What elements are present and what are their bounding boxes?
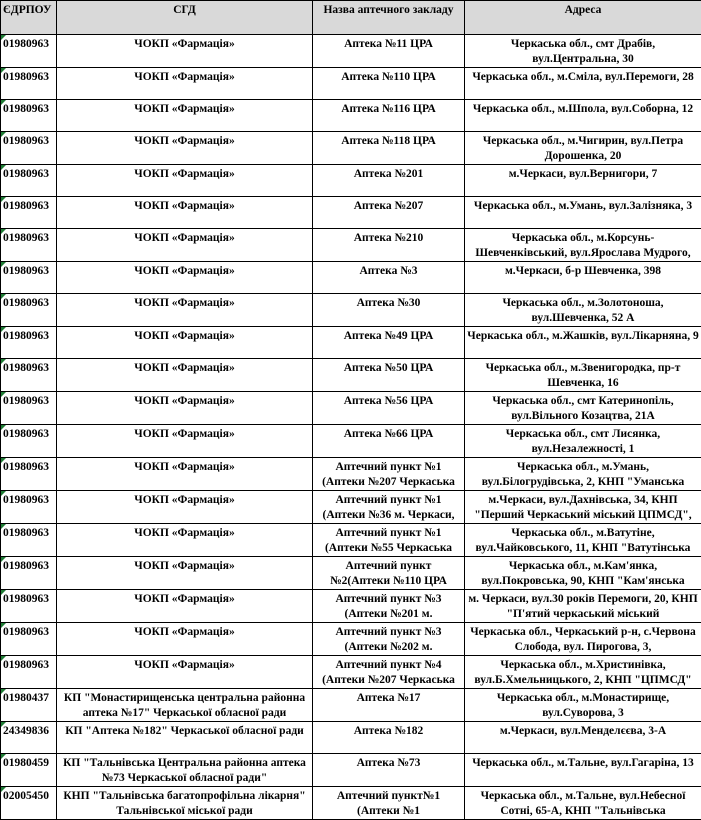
pharmacy-name-cell <box>313 35 465 68</box>
pharmacy-name-cell-text: Аптека №207 <box>315 197 462 214</box>
address-cell-text: Черкаська обл., м.Жашків, вул.Лікарняна, 9 <box>467 327 699 344</box>
address-cell-text: Черкаська обл., м.Золотоноша, вул.Шевченка, 52 А <box>467 294 699 326</box>
sgd-cell-text: ЧОКП «Фармація» <box>59 359 310 376</box>
address-cell-text: м.Черкаси, вул.Дахнівська, 34, КНП "Перший Черкаський міський ЦПМСД", <box>467 491 699 523</box>
sgd-cell-text: ЧОКП «Фармація» <box>59 656 310 673</box>
edrpou-cell-text: 01980963 <box>3 458 54 475</box>
edrpou-cell-text: 01980963 <box>3 197 54 214</box>
sgd-cell-text: ЧОКП «Фармація» <box>59 425 310 442</box>
address-cell <box>465 623 701 656</box>
sgd-cell-text: ЧОКП «Фармація» <box>59 197 310 214</box>
table-row <box>1 656 701 689</box>
edrpou-cell-text: 01980963 <box>3 165 54 182</box>
table-row <box>1 359 701 392</box>
pharmacy-name-cell <box>313 100 465 132</box>
pharmacy-name-cell-text: Аптека №49 ЦРА <box>315 327 462 344</box>
edrpou-cell-text: 01980963 <box>3 656 54 673</box>
edrpou-cell <box>1 359 57 392</box>
pharmacy-name-cell-text: Аптечний пункт №1 (Аптеки №207 Черкаська <box>315 458 462 490</box>
pharmacy-name-cell <box>313 132 465 165</box>
address-cell-text: Черкаська обл., м.Звенигородка, пр-т Шевченка, 16 <box>467 359 699 391</box>
address-cell <box>465 590 701 623</box>
edrpou-cell <box>1 229 57 262</box>
sgd-cell-text: ЧОКП «Фармація» <box>59 68 310 85</box>
edrpou-cell-text: 01980963 <box>3 229 54 246</box>
table-row <box>1 100 701 132</box>
sgd-cell <box>57 35 313 68</box>
pharmacy-name-cell-text: Аптека №73 <box>315 754 462 771</box>
table-row <box>1 132 701 165</box>
address-cell <box>465 229 701 262</box>
edrpou-cell <box>1 491 57 524</box>
pharmacy-name-cell-text: Аптека №110 ЦРА <box>315 68 462 85</box>
pharmacy-name-cell <box>313 754 465 787</box>
pharmacy-name-cell-text: Аптека №118 ЦРА <box>315 132 462 149</box>
sgd-cell <box>57 68 313 100</box>
edrpou-cell <box>1 557 57 590</box>
address-cell-text: м.Черкаси, вул.Менделєєва, 3-А <box>467 722 699 739</box>
sgd-cell <box>57 229 313 262</box>
table-row <box>1 262 701 294</box>
address-cell <box>465 132 701 165</box>
edrpou-cell <box>1 327 57 359</box>
sgd-cell <box>57 425 313 458</box>
edrpou-cell-text: 01980459 <box>3 754 54 771</box>
header-sgd: СГД <box>57 1 313 35</box>
sgd-cell <box>57 491 313 524</box>
table-row <box>1 165 701 197</box>
pharmacy-name-cell <box>313 557 465 590</box>
address-cell <box>465 165 701 197</box>
edrpou-cell <box>1 689 57 722</box>
sgd-cell <box>57 524 313 557</box>
pharmacy-name-cell <box>313 722 465 754</box>
address-cell-text: Черкаська обл., м.Чигирин, вул.Петра Дорошенка, 20 <box>467 132 699 164</box>
edrpou-cell-text: 01980963 <box>3 623 54 640</box>
sgd-cell-text: ЧОКП «Фармація» <box>59 491 310 508</box>
edrpou-cell <box>1 35 57 68</box>
sgd-cell <box>57 623 313 656</box>
sgd-cell-text: ЧОКП «Фармація» <box>59 165 310 182</box>
sgd-cell <box>57 262 313 294</box>
address-cell-text: Черкаська обл., м.Сміла, вул.Перемоги, 28 <box>467 68 699 85</box>
edrpou-cell-text: 01980963 <box>3 590 54 607</box>
table-row <box>1 623 701 656</box>
header-address: Адреса <box>465 1 701 35</box>
sgd-cell-text: ЧОКП «Фармація» <box>59 229 310 246</box>
pharmacy-name-cell-text: Аптека №66 ЦРА <box>315 425 462 442</box>
address-cell <box>465 425 701 458</box>
sgd-cell-text: ЧОКП «Фармація» <box>59 623 310 640</box>
pharmacy-name-cell <box>313 229 465 262</box>
sgd-cell-text: КП "Монастирищенська центральна районна аптека №17" Черкаської обласної ради <box>59 689 310 721</box>
address-cell-text: Черкаська обл., м.Тальне, вул.Гагаріна, 13 <box>467 754 699 771</box>
edrpou-cell <box>1 197 57 229</box>
address-cell <box>465 294 701 327</box>
pharmacy-name-cell <box>313 197 465 229</box>
pharmacy-name-cell-text: Аптека №56 ЦРА <box>315 392 462 409</box>
sgd-cell <box>57 689 313 722</box>
edrpou-cell <box>1 754 57 787</box>
table-row <box>1 229 701 262</box>
pharmacy-name-cell-text: Аптечний пункт №2(Аптеки №110 ЦРА <box>315 557 462 589</box>
pharmacy-name-cell-text: Аптека №17 <box>315 689 462 706</box>
sgd-cell-text: ЧОКП «Фармація» <box>59 458 310 475</box>
edrpou-cell-text: 01980963 <box>3 132 54 149</box>
address-cell <box>465 491 701 524</box>
sgd-cell <box>57 294 313 327</box>
sgd-cell <box>57 165 313 197</box>
address-cell-text: Черкаська обл., смт Лисянка, вул.Незалежності, 1 <box>467 425 699 457</box>
edrpou-cell <box>1 392 57 425</box>
edrpou-cell <box>1 262 57 294</box>
table-row <box>1 458 701 491</box>
pharmacy-name-cell <box>313 524 465 557</box>
sgd-cell <box>57 458 313 491</box>
address-cell <box>465 722 701 754</box>
pharmacy-name-cell-text: Аптечний пункт №3 (Аптеки №201 м. <box>315 590 462 622</box>
edrpou-cell <box>1 294 57 327</box>
address-cell <box>465 100 701 132</box>
sgd-cell <box>57 656 313 689</box>
pharmacy-name-cell-text: Аптечний пункт №4 (Аптеки №207 Черкаська <box>315 656 462 688</box>
pharmacy-name-cell-text: Аптека №210 <box>315 229 462 246</box>
address-cell <box>465 262 701 294</box>
sgd-cell <box>57 327 313 359</box>
address-cell-text: Черкаська обл., смт Катеринопіль, вул.Вільного Козацтва, 21А <box>467 392 699 424</box>
sgd-cell-text: ЧОКП «Фармація» <box>59 294 310 311</box>
pharmacy-name-cell-text: Аптечний пункт №1 (Аптеки №55 Черкаська <box>315 524 462 556</box>
table-header <box>1 1 701 35</box>
sgd-cell-text: ЧОКП «Фармація» <box>59 327 310 344</box>
table-row <box>1 787 701 820</box>
sgd-cell-text: ЧОКП «Фармація» <box>59 524 310 541</box>
pharmacy-name-cell-text: Аптека №3 <box>315 262 462 279</box>
header-edrpou: ЄДРПОУ <box>1 1 57 35</box>
table-row <box>1 689 701 722</box>
address-cell <box>465 327 701 359</box>
edrpou-cell-text: 01980437 <box>3 689 54 706</box>
pharmacy-name-cell-text: Аптека №50 ЦРА <box>315 359 462 376</box>
pharmacy-name-cell <box>313 392 465 425</box>
address-cell <box>465 689 701 722</box>
sgd-cell <box>57 359 313 392</box>
edrpou-cell-text: 01980963 <box>3 425 54 442</box>
sgd-cell <box>57 132 313 165</box>
edrpou-cell-text: 01980963 <box>3 524 54 541</box>
edrpou-cell-text: 01980963 <box>3 100 54 117</box>
edrpou-cell-text: 01980963 <box>3 35 54 52</box>
pharmacy-name-cell <box>313 458 465 491</box>
table-row <box>1 294 701 327</box>
address-cell <box>465 787 701 820</box>
header-pharmacy-name: Назва аптечного закладу <box>313 1 465 35</box>
address-cell-text: Черкаська обл., м.Христинівка, вул.Б.Хмельницького, 2, КНП "ЦПМСД" <box>467 656 699 688</box>
table-row <box>1 327 701 359</box>
sgd-cell-text: ЧОКП «Фармація» <box>59 100 310 117</box>
sgd-cell-text: ЧОКП «Фармація» <box>59 35 310 52</box>
sgd-cell <box>57 392 313 425</box>
table-row <box>1 197 701 229</box>
sgd-cell-text: КНП "Тальнівська багатопрофільна лікарня" Тальнівської міської ради <box>59 787 310 819</box>
header-row <box>1 1 701 35</box>
table-row <box>1 590 701 623</box>
pharmacy-name-cell-text: Аптека №201 <box>315 165 462 182</box>
address-cell-text: Черкаська обл., м.Шпола, вул.Соборна, 12 <box>467 100 699 117</box>
pharmacy-name-cell-text: Аптечний пункт №3 (Аптеки №202 м. <box>315 623 462 655</box>
pharmacy-name-cell-text: Аптека №30 <box>315 294 462 311</box>
edrpou-cell-text: 02005450 <box>3 787 54 804</box>
sgd-cell-text: ЧОКП «Фармація» <box>59 132 310 149</box>
table-body <box>1 35 701 820</box>
pharmacy-name-cell <box>313 165 465 197</box>
address-cell-text: м.Черкаси, б-р Шевченка, 398 <box>467 262 699 279</box>
table-row <box>1 491 701 524</box>
edrpou-cell-text: 01980963 <box>3 491 54 508</box>
address-cell-text: Черкаська обл., м.Умань, вул.Білогрудівська, 2, КНП "Уманська <box>467 458 699 490</box>
sgd-cell-text: КП "Тальнівська Центральна районна аптека №73 Черкаської обласної ради" <box>59 754 310 786</box>
address-cell-text: Черкаська обл., м.Корсунь-Шевченківський, вул.Ярослава Мудрого, <box>467 229 699 261</box>
address-cell-text: м. Черкаси, вул.30 років Перемоги, 20, КНП "П'ятий черкаський міський <box>467 590 699 622</box>
edrpou-cell-text: 01980963 <box>3 68 54 85</box>
edrpou-cell-text: 01980963 <box>3 557 54 574</box>
table-row <box>1 524 701 557</box>
address-cell <box>465 524 701 557</box>
pharmacy-name-cell <box>313 327 465 359</box>
sgd-cell-text: ЧОКП «Фармація» <box>59 392 310 409</box>
pharmacy-name-cell <box>313 590 465 623</box>
address-cell-text: Черкаська обл., м.Умань, вул.Залізняка, 3 <box>467 197 699 214</box>
table-row <box>1 35 701 68</box>
pharmacy-name-cell-text: Аптека №182 <box>315 722 462 739</box>
address-cell-text: Черкаська обл., смт Драбів, вул.Центральна, 30 <box>467 35 699 67</box>
address-cell <box>465 359 701 392</box>
edrpou-cell-text: 01980963 <box>3 294 54 311</box>
pharmacy-name-cell <box>313 294 465 327</box>
table-row <box>1 754 701 787</box>
sgd-cell <box>57 787 313 820</box>
pharmacy-name-cell-text: Аптечний пункт№1 (Аптеки №1 <box>315 787 462 819</box>
edrpou-cell <box>1 656 57 689</box>
edrpou-cell <box>1 590 57 623</box>
table-row <box>1 392 701 425</box>
pharmacy-name-cell <box>313 623 465 656</box>
pharmacy-name-cell <box>313 68 465 100</box>
edrpou-cell <box>1 524 57 557</box>
sgd-cell <box>57 722 313 754</box>
address-cell-text: Черкаська обл., м.Монастирище, вул.Суворова, 3 <box>467 689 699 721</box>
sgd-cell-text: ЧОКП «Фармація» <box>59 262 310 279</box>
sgd-cell <box>57 590 313 623</box>
address-cell-text: Черкаська обл., м.Тальне, вул.Небесної Сотні, 65-А, КНП "Тальнівська <box>467 787 699 819</box>
table-row <box>1 68 701 100</box>
edrpou-cell <box>1 623 57 656</box>
edrpou-cell-text: 01980963 <box>3 262 54 279</box>
sgd-cell <box>57 197 313 229</box>
pharmacy-name-cell-text: Аптека №11 ЦРА <box>315 35 462 52</box>
edrpou-cell <box>1 425 57 458</box>
edrpou-cell <box>1 165 57 197</box>
sgd-cell-text: ЧОКП «Фармація» <box>59 590 310 607</box>
sgd-cell-text: КП "Аптека №182" Черкаської обласної ради <box>59 722 310 739</box>
address-cell <box>465 557 701 590</box>
sgd-cell-text: ЧОКП «Фармація» <box>59 557 310 574</box>
pharmacy-name-cell <box>313 656 465 689</box>
pharmacy-name-cell <box>313 491 465 524</box>
address-cell <box>465 754 701 787</box>
address-cell-text: Черкаська обл., м.Кам'янка, вул.Покровська, 90, КНП "Кам'янська <box>467 557 699 589</box>
edrpou-cell-text: 01980963 <box>3 359 54 376</box>
edrpou-cell-text: 24349836 <box>3 722 54 739</box>
address-cell <box>465 197 701 229</box>
pharmacy-name-cell <box>313 425 465 458</box>
edrpou-cell-text: 01980963 <box>3 392 54 409</box>
address-cell <box>465 35 701 68</box>
pharmacy-name-cell <box>313 787 465 820</box>
edrpou-cell <box>1 100 57 132</box>
sgd-cell <box>57 754 313 787</box>
pharmacy-name-cell <box>313 359 465 392</box>
pharmacy-name-cell <box>313 689 465 722</box>
address-cell <box>465 458 701 491</box>
address-cell-text: Черкаська обл., Черкаський р-н, с.Червона Слобода, вул. Пирогова, 3, <box>467 623 699 655</box>
address-cell <box>465 656 701 689</box>
address-cell-text: м.Черкаси, вул.Вернигори, 7 <box>467 165 699 182</box>
sgd-cell <box>57 557 313 590</box>
table-row <box>1 722 701 754</box>
pharmacy-name-cell-text: Аптечний пункт №1 (Аптеки №36 м. Черкаси, <box>315 491 462 523</box>
address-cell <box>465 68 701 100</box>
edrpou-cell <box>1 68 57 100</box>
table-row <box>1 425 701 458</box>
sgd-cell <box>57 100 313 132</box>
pharmacy-name-cell <box>313 262 465 294</box>
edrpou-cell-text: 01980963 <box>3 327 54 344</box>
edrpou-cell <box>1 458 57 491</box>
edrpou-cell <box>1 722 57 754</box>
table-row <box>1 557 701 590</box>
pharmacy-name-cell-text: Аптека №116 ЦРА <box>315 100 462 117</box>
edrpou-cell <box>1 132 57 165</box>
address-cell-text: Черкаська обл., м.Ватутіне, вул.Чайковського, 11, КНП "Ватутінська <box>467 524 699 556</box>
edrpou-cell <box>1 787 57 820</box>
address-cell <box>465 392 701 425</box>
